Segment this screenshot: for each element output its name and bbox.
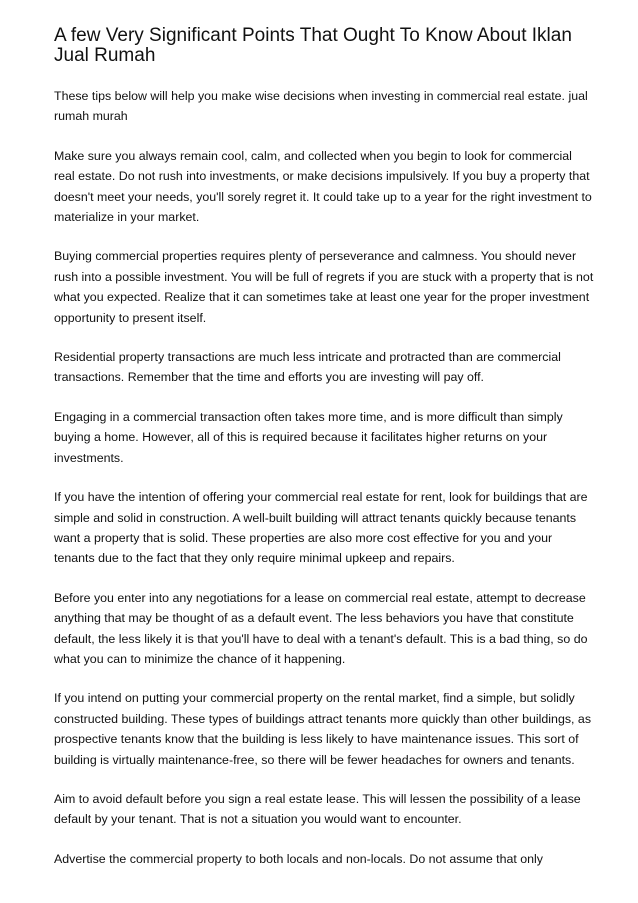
paragraph-3: Buying commercial properties requires plenty of perseverance and calmness. You should never rush into a possible investment. You will be full of regrets if you are stuck with a property that is not what you expected. Realize that it can sometimes take at least one year for the proper investment opportunity to present itself. [54,249,594,325]
paragraph-10: Advertise the commercial property to both locals and non-locals. Do not assume that only [54,851,543,866]
document-page [54,26,594,888]
paragraph-5: Engaging in a commercial transaction often takes more time, and is more difficult than simply buying a home. However, all of this is required because it facilitates higher returns on your investments. [54,409,563,465]
document-title: A few Very Significant Points That Ought To Know About Iklan Jual Rumah [54,25,572,66]
paragraph-4: Residential property transactions are much less intricate and protracted than are commercial transactions. Remember that the time and efforts you are investing will pay off. [54,350,561,385]
paragraph-9: Aim to avoid default before you sign a real estate lease. This will lessen the possibility of a lease default by your tenant. That is not a situation you would want to encounter. [54,791,581,827]
paragraph-7: Before you enter into any negotiations for a lease on commercial real estate, attempt to decrease anything that may be thought of as a default event. The less behaviors you have that constitute default, the less likely it is that you'll have to deal with a tenant's default. This is a bad thing, so do what you can to minimize the chance of it happening. [54,590,588,666]
paragraph-6: If you have the intention of offering your commercial real estate for rent, look for buildings that are simple and solid in construction. A well-built building will attract tenants quickly because tenants want a property that is solid. These properties are also more cost effective for you and your tenants due to the fact that they only require minimal upkeep and repairs. [54,490,588,566]
paragraph-2: Make sure you always remain cool, calm, and collected when you begin to look for commercial real estate. Do not rush into investments, or make decisions impulsively. If you buy a property that doesn't meet your needs, you'll sorely regret it. It could take up to a year for the right investment to materialize in your market. [54,148,592,225]
paragraph-8: If you intend on putting your commercial property on the rental market, find a simple, but solidly constructed building. These types of buildings attract tenants more quickly than other buildings, as prospective tenants know that the building is less likely to have maintenance issues. This sort of building is virtually maintenance-free, so there will be fewer headaches for owners and tenants. [54,691,592,767]
paragraph-1: These tips below will help you make wise decisions when investing in commercial real estate. jual rumah murah [54,89,588,124]
